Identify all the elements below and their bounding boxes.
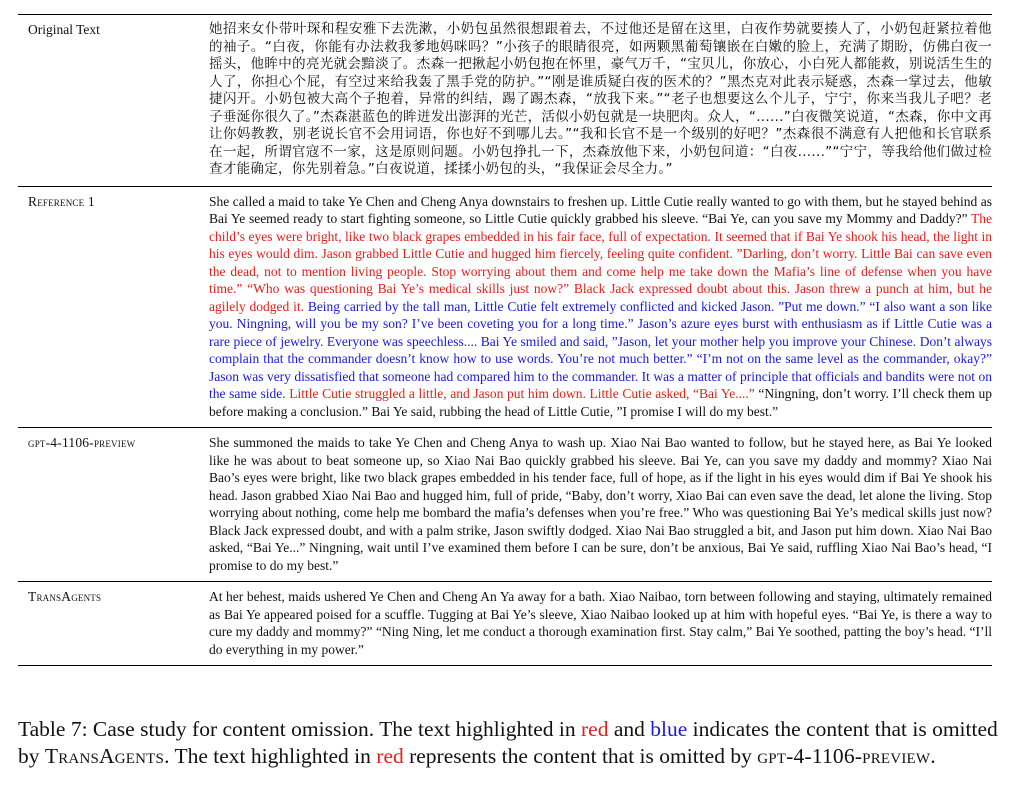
caption-gpt4-name: gpt-4-1106-preview (757, 743, 931, 768)
table-row-transagents (18, 582, 992, 666)
reference-translation (209, 186, 992, 428)
row-label-original: Original Text (28, 22, 100, 37)
transagents-translation: At her behest, maids ushered Ye Chen and Cheng An Ya away for a bath. Xiao Naibao, torn between following and staying, ultimately remained as Bai Ye appeared poised for a scuffle. Tugging at Bai Ye’s sleeve, Xiao Naibao looked up at him with hopeful eyes. “Bai Ye, is there a way to cure my daddy and mommy?” “Ning Ning, let me conduct a thorough examination first. Stay calm,” Bai Ye soothed, patting the boy’s head. “I’ll do everything in my power.” (209, 582, 992, 666)
gpt4-translation: She summoned the maids to take Ye Chen and Cheng Anya to wash up. Xiao Nai Bao wanted to follow, but he stayed here, as Bai Ye looked like he was about to beat someone up, so Xiao Nai Bao quickly grabbed his sleeve. Bai Ye, can you save my daddy and mommy? Xiao Nai Bao’s eyes were bright, like two black grapes embedded in his tender face, full of hope, as if the light in his eyes would dim if Bai Ye shook his head. Jason grabbed Xiao Nai Bao and hugged him, full of pride, “Baby, don’t worry, Xiao Bai can even save the dead, let alone the living. Stop worrying about nothing, come help me bombard the mafia’s defenses when you’re free.” Who was questioning Bai Ye’s medical skills just now? Black Jack expressed doubt, and with a palm strike, Jason swiftly dodged. Xiao Nai Bao struggled a bit, and Jason put him down. Xiao Nai Bao asked, “Bai Ye...” Ningning, wait until I’ve examined them before I can be sure, don’t be anxious, Bai Ye said, ruffling Xiao Nai Bao’s head, “I promise to do my best.” (209, 428, 992, 582)
reference-segment-red-1: The child’s eyes were bright, like two black grapes embedded in his fair face, full of expectation. It seemed that if Bai Ye shook his head, the light in his eyes would dim. Jason grabbed Little Cutie and hugged him fiercely, feeling quite confident. ”Darling, don’t worry. Little Bai can save even the dead, not to mention living people. Stop worrying about them and come help me take down the Mafia’s line of defense when you have time.” “Who was questioning Bai Ye’s medical skills just now?” Black Jack expressed doubt about this. Jason threw a punch at him, but he agilely dodged it. (209, 211, 992, 314)
caption-blue-word: blue (650, 717, 688, 741)
caption-text-5: represents the content that is omitted by (403, 743, 758, 768)
table-row-original (18, 15, 992, 187)
table-row-gpt4 (18, 428, 992, 582)
row-label-gpt4: gpt-4-1106-preview (18, 428, 209, 582)
caption-text-2: and (608, 717, 651, 741)
caption-transagents-name: TransAgents (44, 743, 165, 768)
caption-text-6: . (930, 743, 936, 768)
original-chinese-text: 她招来女仆带叶琛和程安雅下去洗漱，小奶包虽然很想跟着去，不过他还是留在这里，白夜作势就要揍人了，小奶包赶紧拉着他的袖子。“白夜，你能有办法救我爹地妈咪吗？”小孩子的眼睛很亮，如两颗黑葡萄镶嵌在白嫩的脸上，充满了期盼，仿佛白夜一摇头，他眸中的亮光就会黯淡了。杰森一把揪起小奶包抱在怀里，豪气万千，“宝贝儿，你放心，小白死人都能救，别说活生生的人了，你担心个屁，有空过来给我轰了黑手党的防护。”“刚是谁质疑白夜的医术的？”黑杰克对此表示疑惑，杰森一掌过去，他敏捷闪开。小奶包被大高个子抱着，异常的纠结，踢了踢杰森，“放我下来。”“老子也想要这么个儿子，宁宁，你来当我儿子吧？老子垂涎你很久了。”杰森湛蓝色的眸迸发出澎湃的光芒，活似小奶包就是一块肥肉。众人，“......”白夜微笑说道，“杰森，你中文再让你妈教教，别老说长官不会用词语，你也好不到哪儿去。”“我和长官不是一个级别的好吧？”杰森很不满意有人把他和长官联系在一起，所谓官寇不一家，这是原则问题。小奶包挣扎一下，杰森放他下来，小奶包问道：“白夜......”“宁宁，等我给他们做过检查才能确定，你先别着急。”白夜说道，揉揉小奶包的头，“我保证会尽全力。” (209, 21, 992, 177)
reference-segment-plain-1: She called a maid to take Ye Chen and Cheng Anya downstairs to freshen up. Little Cutie really wanted to go with them, but he stayed behind as Bai Ye seemed ready to start fighting someone, so Little Cutie quickly grabbed his sleeve. “Bai Ye, can you save my Mommy and Daddy?” (209, 193, 992, 226)
caption-text-4: . The text highlighted in (164, 743, 377, 768)
caption-text-1: Table 7: Case study for content omission. The text highlighted in (18, 717, 581, 741)
reference-segment-blue: Being carried by the tall man, Little Cutie felt extremely conflicted and kicked Jason. ”Put me down.” “I also want a son like you. Ningning, will you be my son? I’ve been coveting you for a long time.” Jason’s azure eyes burst with enthusiasm as if Little Cutie was a rare piece of jewelry. Everyone was speechless.... Bai Ye smiled and said, ”Jason, let your mother help you improve your Chinese. Don’t always complain that the commander doesn’t know how to use words. You’re not much better.” “I’m not on the same level as the commander, okay?” Jason was very dissatisfied that someone had compared him to the commander. It was a matter of principle that officials and bandits were not on the same side. (209, 298, 992, 401)
reference-segment-plain-2: “Ningning, don’t worry. I’ll check them up before making a conclusion.” Bai Ye said, rubbing the head of Little Cutie, ”I promise I will do my best.” (209, 386, 992, 419)
table-row-reference (18, 186, 992, 428)
case-study-table (18, 14, 992, 666)
row-label-reference: Reference 1 (18, 186, 209, 428)
row-label-transagents: TransAgents (18, 582, 209, 666)
caption-text-3: indicates the content that is omitted by (18, 717, 998, 768)
table-caption (18, 716, 1008, 769)
caption-red-word-1: red (581, 717, 609, 741)
reference-segment-red-2: Little Cutie struggled a little, and Jason put him down. Little Cutie asked, “Bai Ye....” (289, 386, 755, 401)
caption-red-word-2: red (376, 743, 404, 768)
